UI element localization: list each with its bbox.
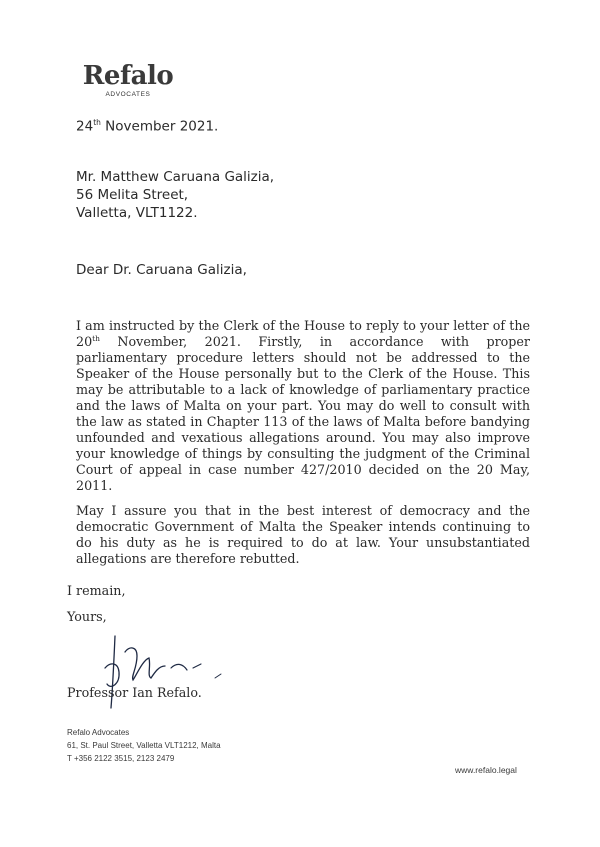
letterhead-logo — [78, 62, 178, 98]
salutation: Dear Dr. Caruana Galizia, — [76, 262, 247, 278]
handwritten-signature — [85, 628, 225, 718]
closing-remain: I remain, — [67, 583, 126, 598]
footer-phone: T +356 2122 3515, 2123 2479 — [67, 754, 175, 763]
letter-date — [76, 118, 218, 135]
logo-subtitle: ADVOCATES — [105, 91, 151, 98]
footer-contact — [67, 726, 221, 765]
footer-website: www.refalo.legal — [455, 765, 517, 775]
recipient-address — [76, 168, 274, 222]
date-rest: November 2021. — [100, 118, 219, 135]
footer-firm: Refalo Advocates — [67, 728, 130, 737]
footer-address: 61, St. Paul Street, Valletta VLT1212, Malta — [67, 741, 221, 750]
recipient-street: 56 Melita Street, — [76, 187, 189, 203]
p1-after: November, 2021. Firstly, in accordance with proper parliamentary procedure letters should not be addressed to the Speaker of the House personally but to the Clerk of the House. This may be attributable to a lack of knowledge of parliamentary practice and the laws of Malta on your part. You may do well to consult with the law as stated in Chapter 113 of the laws of Malta before bandying unfounded and vexatious allegations around. You may also improve your knowledge of things by consulting the judgment of the Criminal Court of appeal in case number 427/2010 decided on the 20 May, 2011. — [76, 334, 530, 493]
closing-yours: Yours, — [67, 609, 107, 624]
signatory-name: Professor Ian Refalo. — [67, 685, 202, 700]
p1-sup: th — [92, 333, 101, 343]
date-day: 24 — [76, 118, 94, 135]
recipient-name: Mr. Matthew Caruana Galizia, — [76, 169, 275, 185]
body-paragraph-2: May I assure you that in the best interest of democracy and the democratic Government of Malta the Speaker intends continuing to do his duty as he is required to do at law. Your unsubstantiated allegations are therefore rebutted. — [76, 503, 530, 566]
p1-before: I am instructed by the Clerk of the House to reply to your letter of the 20 — [76, 318, 530, 349]
logo-brand: Refalo — [82, 61, 174, 91]
body-paragraph-1 — [76, 318, 530, 494]
recipient-city: Valletta, VLT1122. — [76, 205, 198, 221]
date-suffix: th — [93, 118, 101, 127]
